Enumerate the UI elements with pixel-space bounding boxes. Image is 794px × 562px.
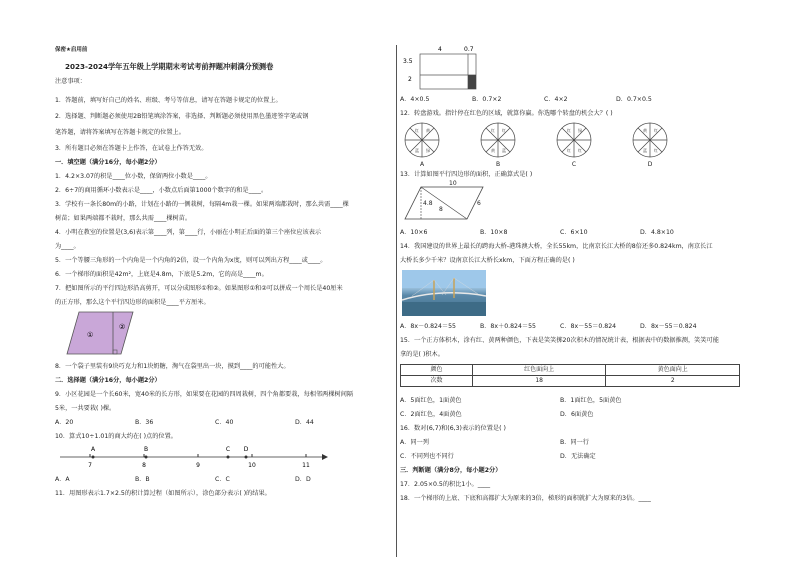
fig13-label-8: 8 bbox=[439, 206, 443, 213]
q14-option-d[interactable]: D．8x－55＝0.824 bbox=[640, 323, 697, 330]
spinner-word: 红 bbox=[415, 128, 419, 133]
q14-option-c[interactable]: C．8x－55＝0.824 bbox=[560, 323, 617, 330]
q9-line2: 5米，一共要栽( )棵。 bbox=[55, 405, 116, 412]
table-header: 颜色 bbox=[401, 365, 473, 376]
tick-7: 7 bbox=[88, 462, 92, 469]
section2-heading: 二．选择题（满分16分，每小题2分） bbox=[55, 377, 161, 384]
fig11-left-35: 3.5 bbox=[403, 58, 413, 65]
fig11-top-07: 0.7 bbox=[464, 46, 474, 53]
q11: 11．用图形表示1.7×2.5的积计算过程（如图所示），涂色部分表示( )的结果。 bbox=[55, 490, 271, 497]
tick-8: 8 bbox=[142, 462, 146, 469]
q13-option-a[interactable]: A．10×6 bbox=[400, 229, 428, 236]
notes-heading: 注意事项： bbox=[55, 78, 86, 85]
q10-option-b[interactable]: B．B bbox=[135, 476, 150, 483]
parallelogram-figure bbox=[65, 311, 135, 356]
q11-option-c[interactable]: C．4×2 bbox=[544, 96, 568, 103]
note-2: 2．选择题、判断题必须使用2B铅笔填涂答案，非选择、判断题必须使用黑色墨迹签字笔或钢 bbox=[55, 113, 309, 120]
q16-option-c[interactable]: C．不同列也不同行 bbox=[400, 453, 454, 460]
q14-option-b[interactable]: B．8x＋0.824＝55 bbox=[480, 323, 536, 330]
q13-option-b[interactable]: B．10×8 bbox=[480, 229, 508, 236]
q12: 12．转盘游戏。指针停在红色的区域，就算你赢。你选哪个转盘的机会大？( ) bbox=[400, 110, 613, 117]
q16-option-d[interactable]: D．无法确定 bbox=[560, 453, 596, 460]
q11-option-b[interactable]: B．0.7×2 bbox=[472, 96, 502, 103]
q10-option-a[interactable]: A．A bbox=[55, 476, 70, 483]
q9-option-a[interactable]: A．20 bbox=[55, 419, 74, 426]
spinner-label-d: D bbox=[647, 161, 653, 168]
q3-line2: 树苗；如果两端都不栽时，那么共需____棵树苗。 bbox=[55, 215, 192, 222]
results-table bbox=[400, 364, 740, 387]
q13-option-c[interactable]: C．6×10 bbox=[560, 229, 588, 236]
q15-line1: 15．一个正方体积木，涂有红、黄两种颜色，下表是笑笑掷20次积木的情况统计表，根据表中的数据推测，笑笑可能 bbox=[400, 337, 719, 344]
q11-option-a[interactable]: A．4×0.5 bbox=[400, 96, 430, 103]
q16: 16．数对(6,7)和(6,3)表示的位置是( ) bbox=[400, 425, 506, 432]
fig13-label-6: 6 bbox=[477, 200, 481, 207]
table-header-row bbox=[401, 365, 740, 376]
q4-line1: 4．小明在教室的位置是(3,6)表示第____列，第____行，小丽在小明正后面的第三个座位应该表示 bbox=[55, 229, 322, 236]
spinner-word: 蓝 bbox=[643, 148, 647, 153]
spinner-word: 红 bbox=[578, 148, 582, 153]
page-title: 2023-2024学年五年级上学期期末考试考前押题冲刺满分预测卷 bbox=[65, 62, 274, 71]
column-divider bbox=[396, 45, 397, 557]
spinner-word: 绿 bbox=[578, 128, 582, 133]
table-cell: 2 bbox=[606, 376, 740, 387]
note-2b: 笔答题，请将答案填写在答题卡规定的位置上。 bbox=[55, 129, 185, 136]
figure-label-2: ② bbox=[119, 323, 126, 331]
note-3: 3．所有题目必须在答题卡上作答，在试卷上作答无效。 bbox=[55, 145, 208, 152]
q14-option-a[interactable]: A．8x－0.824＝55 bbox=[400, 323, 456, 330]
tick-9: 9 bbox=[196, 462, 200, 469]
point-b: B bbox=[143, 446, 149, 453]
q14-line1: 14．我国建设的世界上最长的跨海大桥-港珠澳大桥，全长55km，比南京长江大桥的8倍还多0.824km，南京长江 bbox=[400, 243, 713, 250]
spinner-word: 红 bbox=[654, 148, 658, 153]
q15-line2: 拿的是( )积木。 bbox=[400, 351, 444, 358]
tick-10: 10 bbox=[248, 462, 256, 469]
q6: 6．一个梯形的面积是42m²，上底是4.8m，下底是5.2m，它的高是____m。 bbox=[55, 271, 268, 278]
spinner-word: 黄 bbox=[426, 128, 430, 133]
spinner-word: 红 bbox=[567, 148, 571, 153]
spinner-word: 红 bbox=[654, 128, 658, 133]
section3-heading: 三．判断题（满分8分，每小题2分） bbox=[400, 467, 502, 474]
q9-option-c[interactable]: C．40 bbox=[215, 419, 234, 426]
spinner-label-c: C bbox=[571, 161, 577, 168]
q18: 18．一个梯形的上底、下底和高都扩大为原来的3倍，梯形的面积就扩大为原来的3倍。____ bbox=[400, 495, 651, 502]
q7-line1: 7．把如图所示的平行四边形沿高剪开，可以分成图形①和②。如果图形①和②可以拼成一个周长是40厘米 bbox=[55, 285, 343, 292]
bridge-photo bbox=[402, 270, 486, 316]
q10: 10．算式10÷1.01的商大约在( )点的位置。 bbox=[55, 433, 177, 440]
point-a: A bbox=[90, 446, 96, 453]
table-header: 红色面向上 bbox=[472, 365, 606, 376]
q11-option-d[interactable]: D．0.7×0.5 bbox=[616, 96, 652, 103]
table-cell: 次数 bbox=[401, 376, 473, 387]
q3-line1: 3．学校有一条长80m的小路，计划在小路的一侧栽树，每隔4m栽一棵。如果两端都栽时，那么共需____棵 bbox=[55, 201, 349, 208]
spinner-label-b: B bbox=[495, 161, 501, 168]
spinner-word: 蓝 bbox=[502, 148, 506, 153]
right-column bbox=[400, 0, 745, 562]
q5: 5．一个等腰三角形的一个内角是一个内角的2倍，设一个内角为x度，则可以列出方程____或____。 bbox=[55, 257, 327, 264]
q9-option-b[interactable]: B．36 bbox=[135, 419, 154, 426]
spinner-word: 黄 bbox=[643, 128, 647, 133]
spinner-word: 蓝 bbox=[415, 148, 419, 153]
point-c: C bbox=[225, 446, 231, 453]
left-column bbox=[55, 0, 395, 562]
q15-option-b[interactable]: B．1面红色，5面黄色 bbox=[560, 397, 622, 404]
note-1: 1．答题前，填写好自己的姓名、班级、考号等信息，请写在答题卡规定的位置上。 bbox=[55, 97, 282, 104]
table-header: 黄色面向上 bbox=[606, 365, 740, 376]
q16-option-a[interactable]: A．同一列 bbox=[400, 439, 429, 446]
q13: 13．计算如图平行四边形的面积，正确算式是( ) bbox=[400, 171, 533, 178]
spinners-figure bbox=[400, 120, 700, 168]
q14-line2: 大桥长多少千米？设南京长江大桥长xkm，下面方程正确的是( ) bbox=[400, 257, 575, 264]
point-d: D bbox=[243, 446, 249, 453]
q10-option-c[interactable]: C．C bbox=[215, 476, 230, 483]
number-line bbox=[60, 444, 330, 470]
q2: 2．6÷7的商用循环小数表示是____，小数点后面第1000个数字的和是____。 bbox=[55, 187, 268, 194]
table-cell: 18 bbox=[472, 376, 606, 387]
spinner-word: 黄 bbox=[491, 148, 495, 153]
spinner-word: 绿 bbox=[426, 148, 430, 153]
secret-label: 保密★启用前 bbox=[55, 47, 88, 53]
q4-line2: 为____。 bbox=[55, 243, 80, 250]
q10-option-d[interactable]: D．D bbox=[295, 476, 311, 483]
q9-line1: 9．小区花园是一个长60米，宽40米的长方形，如果要在花园的四周栽树，四个角都要栽，每相邻两棵树间隔 bbox=[55, 391, 354, 398]
q16-option-b[interactable]: B．同一行 bbox=[560, 439, 589, 446]
tick-11: 11 bbox=[302, 462, 310, 469]
q15-option-a[interactable]: A．5面红色，1面黄色 bbox=[400, 397, 462, 404]
q8: 8．一个袋子里装有9块巧克力和1块奶糖，淘气在袋里出一块，摸到____的可能性大。 bbox=[55, 363, 290, 370]
q15-option-d[interactable]: D．6面黄色 bbox=[560, 411, 594, 418]
fig11-left-2: 2 bbox=[408, 76, 412, 83]
spinner-word: 红 bbox=[502, 128, 506, 133]
q13-option-d[interactable]: D．4.8×10 bbox=[640, 229, 674, 236]
area-model-figure bbox=[403, 45, 482, 90]
section1-heading: 一．填空题（满分16分，每小题2分） bbox=[55, 159, 161, 166]
q1: 1．4.2×3.07的积是____位小数，保留两位小数是____。 bbox=[55, 173, 212, 180]
spinner-word: 红 bbox=[491, 128, 495, 133]
fig13-label-48: 4.8 bbox=[423, 200, 433, 207]
fig11-top-4: 4 bbox=[438, 46, 442, 53]
figure-label-1: ① bbox=[87, 331, 94, 339]
parallelogram-area-figure bbox=[405, 181, 495, 223]
spinner-label-a: A bbox=[419, 161, 425, 168]
table-row bbox=[401, 376, 740, 387]
q17: 17．2.05×0.5的积比1小。____ bbox=[400, 481, 491, 488]
q15-option-c[interactable]: C．2面红色，4面黄色 bbox=[400, 411, 462, 418]
spinner-word: 红 bbox=[567, 128, 571, 133]
q7-line2: 的正方形，那么这个平行四边形的面积是____平方厘米。 bbox=[55, 299, 210, 306]
fig13-label-10: 10 bbox=[449, 180, 457, 187]
q9-option-d[interactable]: D．44 bbox=[295, 419, 314, 426]
